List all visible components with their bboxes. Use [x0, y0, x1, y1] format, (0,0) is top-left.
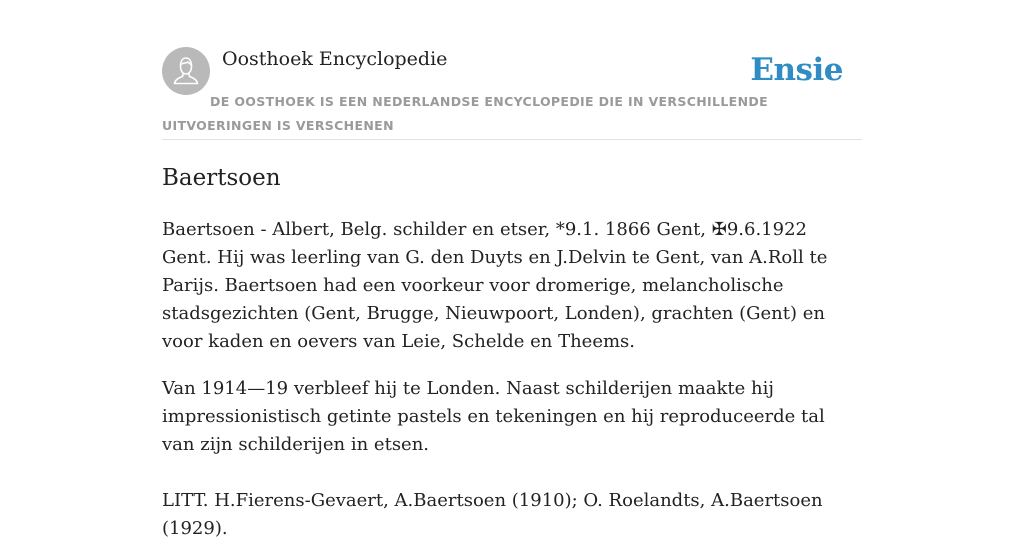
source-header [162, 47, 862, 140]
article-literature: LITT. H.Fierens-Gevaert, A.Baertsoen (1910); O. Roelandts, A.Baertsoen (1929). [162, 490, 823, 539]
article-paragraph-1: Baertsoen - Albert, Belg. schilder en etser, *9.1. 1866 Gent, ✠9.6.1922 Gent. Hij was leerling van G. den Duyts en J.Delvin te Gent, van A.Roll te Parijs. Baertsoen had een voorkeur voor dromerige, melancholische stadsgezichten (Gent, Brugge, Nieuwpoort, Londen), grachten (Gent) en voor kaden en oevers van Leie, Schelde en Theems. [162, 219, 828, 352]
article-body [162, 216, 862, 543]
article-paragraph-2: Van 1914—19 verbleef hij te Londen. Naast schilderijen maakte hij impressionistisch getinte pastels en tekeningen en hij reproduceerde tal van zijn schilderijen in etsen. [162, 378, 825, 455]
user-icon [162, 47, 210, 95]
source-description: DE OOSTHOEK IS EEN NEDERLANDSE ENCYCLOPEDIE DIE IN VERSCHILLENDE UITVOERINGEN IS VERSCHENEN [162, 94, 768, 133]
source-title[interactable]: Oosthoek Encyclopedie [222, 48, 448, 70]
article-title: Baertsoen [162, 165, 281, 191]
source-avatar[interactable] [162, 47, 210, 95]
ensie-logo[interactable]: Ensie [750, 52, 843, 88]
